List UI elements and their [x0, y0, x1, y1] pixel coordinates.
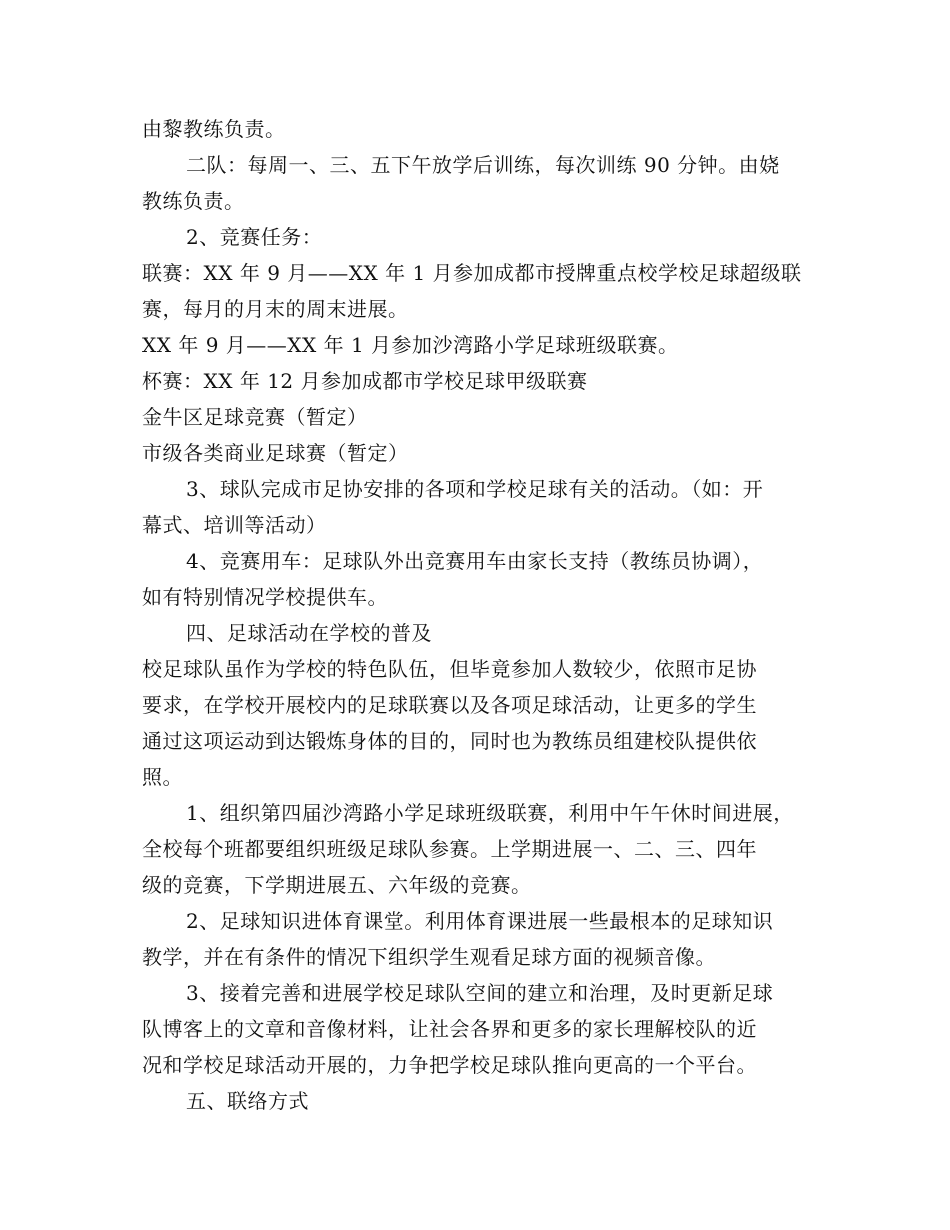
text-line: 市级各类商业足球赛（暂定）: [142, 441, 409, 465]
text-line: 由黎教练负责。: [142, 117, 286, 141]
text-line: 教学，并在有条件的情况下组织学生观看足球方面的视频音像。: [142, 945, 716, 969]
text-line: 3、球队完成市足协安排的各项和学校足球有关的活动。（如：开: [186, 477, 764, 501]
text-line: 通过这项运动到达锻炼身体的目的，同时也为教练员组建校队提供依: [142, 729, 757, 753]
text-line: 全校每个班都要组织班级足球队参赛。上学期进展一、二、三、四年: [142, 837, 757, 861]
text-line: 联赛：XX 年 9 月——XX 年 1 月参加成都市授牌重点校学校足球超级联: [142, 261, 802, 285]
text-line: 如有特别情况学校提供车。: [142, 585, 388, 609]
text-line: 金牛区足球竞赛（暂定）: [142, 405, 368, 429]
text-line: 级的竞赛，下学期进展五、六年级的竞赛。: [142, 873, 532, 897]
text-line: 要求，在学校开展校内的足球联赛以及各项足球活动，让更多的学生: [142, 693, 757, 717]
text-line: 照。: [142, 765, 183, 789]
text-line: 二队：每周一、三、五下午放学后训练，每次训练 90 分钟。由娆: [186, 153, 780, 177]
text-line: 3、接着完善和进展学校足球队空间的建立和治理，及时更新足球: [186, 981, 774, 1005]
text-line: 幕式、培训等活动）: [142, 513, 327, 537]
text-line: 2、足球知识进体育课堂。利用体育课进展一些最根本的足球知识: [186, 909, 774, 933]
section-heading: 2、竞赛任务：: [186, 225, 323, 249]
section-heading: 五、联络方式: [186, 1089, 309, 1113]
section-heading: 四、足球活动在学校的普及: [186, 621, 432, 645]
text-line: 赛，每月的月末的周末进展。: [142, 297, 409, 321]
text-line: 队博客上的文章和音像材料，让社会各界和更多的家长理解校队的近: [142, 1017, 757, 1041]
text-line: 教练负责。: [142, 189, 245, 213]
text-line: 杯赛：XX 年 12 月参加成都市学校足球甲级联赛: [142, 369, 588, 393]
text-line: XX 年 9 月——XX 年 1 月参加沙湾路小学足球班级联赛。: [142, 333, 679, 357]
text-line: 况和学校足球活动开展的，力争把学校足球队推向更高的一个平台。: [142, 1053, 757, 1077]
text-line: 校足球队虽作为学校的特色队伍，但毕竟参加人数较少，依照市足协: [142, 657, 757, 681]
text-line: 1、组织第四届沙湾路小学足球班级联赛，利用中午午休时间进展，: [186, 801, 794, 825]
text-line: 4、竞赛用车：足球队外出竞赛用车由家长支持（教练员协调），: [186, 549, 764, 573]
